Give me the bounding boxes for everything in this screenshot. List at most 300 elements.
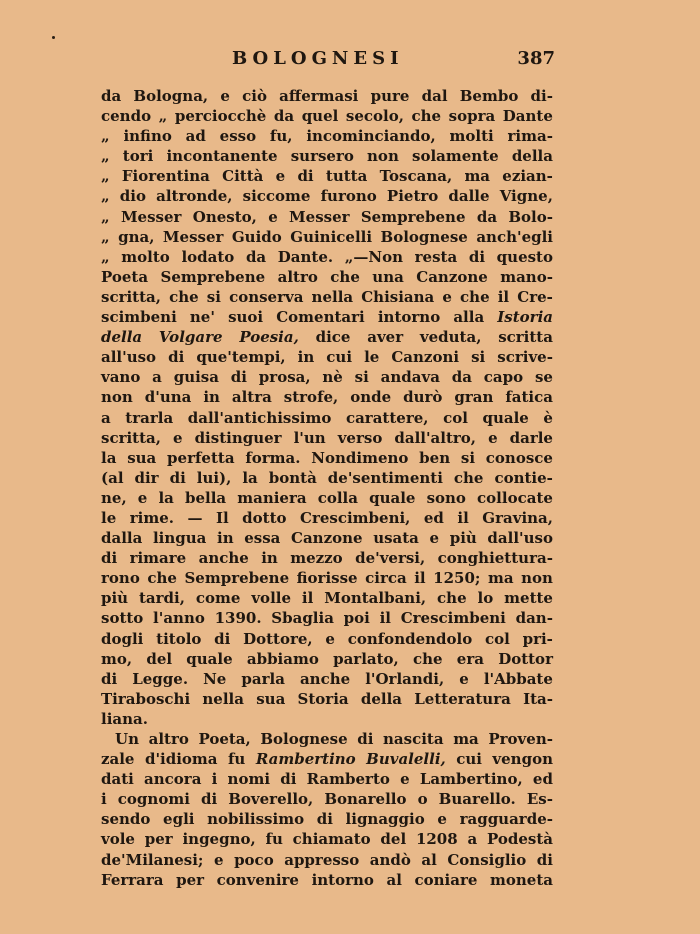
word: andava: [380, 368, 440, 387]
word: egli: [163, 810, 195, 829]
word: della: [101, 328, 143, 347]
word: ciò: [242, 87, 267, 105]
word: e: [488, 428, 498, 447]
word: gran: [454, 388, 494, 407]
word: altro: [148, 730, 189, 748]
word: lui),: [196, 468, 232, 487]
word: Crescimbeni,: [300, 508, 411, 527]
text-line: [101, 548, 553, 568]
text-line: [101, 588, 553, 608]
word: nella: [311, 287, 354, 306]
word: e: [137, 488, 148, 507]
text-line: [101, 287, 553, 307]
word: „: [101, 187, 110, 206]
text-line: [101, 850, 553, 870]
text-line: [101, 689, 553, 709]
word: parlato,: [333, 649, 399, 668]
word: quale: [482, 408, 529, 427]
word: il: [497, 287, 510, 306]
word: 1250;: [433, 569, 481, 588]
word: Bologna,: [133, 87, 209, 105]
text-line: [101, 508, 553, 528]
word: di: [214, 629, 231, 648]
word: dalle: [448, 187, 490, 206]
word: dir: [134, 468, 159, 487]
text-line: [101, 829, 553, 849]
text-line: [101, 247, 553, 267]
page-header: [100, 48, 555, 72]
word: Montalbani,: [324, 589, 427, 608]
word: collocate: [477, 488, 553, 507]
word: contie-: [494, 468, 553, 487]
text-line: [101, 146, 553, 166]
word: intorno: [311, 870, 374, 889]
word: col: [484, 629, 510, 648]
word: e: [429, 529, 440, 548]
word: Toscana,: [379, 167, 453, 186]
word: furono: [320, 187, 377, 206]
word: fu,: [269, 127, 293, 146]
word: altro: [277, 267, 318, 286]
word: come: [195, 589, 241, 608]
word: e: [442, 287, 452, 306]
word: a: [467, 830, 478, 849]
word: secolo,: [345, 107, 404, 126]
word: „: [101, 247, 110, 266]
word: che: [412, 649, 443, 668]
word: è: [543, 408, 553, 427]
word: ezian-: [502, 167, 553, 186]
text-line: [101, 729, 553, 749]
word: fu: [227, 750, 246, 769]
word: intorno: [377, 308, 441, 327]
word: sopra: [448, 107, 496, 126]
word: (al: [101, 468, 124, 487]
word: Poeta: [101, 267, 149, 286]
word: cognomi: [117, 790, 190, 809]
word: durò: [403, 388, 443, 407]
word: Buvalelli,: [366, 750, 446, 769]
text-line: [101, 789, 553, 809]
word: non: [101, 388, 133, 407]
word: le: [364, 348, 380, 367]
word: ne,: [101, 488, 127, 507]
word: mette: [504, 589, 553, 608]
word: distinguer: [194, 428, 282, 447]
word: del: [380, 830, 407, 849]
word: usata: [373, 529, 419, 548]
word: il: [414, 569, 426, 588]
text-line: [101, 387, 553, 407]
word: vengon: [492, 750, 553, 769]
word: quale: [186, 649, 233, 668]
word: altronde,: [156, 187, 233, 206]
text-line: [101, 267, 553, 287]
word: Poesia,: [239, 328, 299, 347]
word: dal: [421, 87, 448, 105]
word: ed: [532, 770, 553, 789]
word: confondendolo: [347, 629, 473, 648]
word: tardi,: [139, 589, 185, 608]
word: di: [101, 549, 118, 568]
word: sono: [426, 488, 466, 507]
word: conosce: [485, 448, 553, 467]
word: che: [147, 569, 177, 588]
word: o: [417, 790, 428, 809]
word: Messer: [120, 207, 182, 226]
word: scritta,: [101, 428, 161, 447]
word: alla: [453, 308, 485, 327]
word: Gravina,: [482, 508, 553, 527]
word: „: [101, 207, 110, 226]
word: Fiorentina: [121, 167, 210, 186]
word: conserva: [229, 287, 304, 306]
word: d'una: [144, 388, 192, 407]
word: si: [354, 368, 369, 387]
word: i: [101, 790, 107, 809]
word: da: [476, 207, 498, 226]
word: di: [536, 850, 553, 869]
text-line: [101, 106, 553, 126]
word: si: [206, 287, 221, 306]
word: l'Abbate: [483, 669, 553, 688]
word: Tiraboschi: [101, 689, 191, 708]
ink-speck: [52, 36, 55, 39]
running-title: BOLOGNESI: [232, 48, 404, 69]
word: essa: [244, 529, 281, 548]
word: che: [330, 267, 360, 286]
word: 1390.: [214, 609, 262, 628]
word: anche: [299, 669, 351, 688]
word: Bolognese: [380, 227, 468, 246]
word: Città: [222, 167, 264, 186]
word: dice: [315, 328, 351, 347]
word: Canzoni: [391, 348, 460, 367]
word: dio: [119, 187, 146, 206]
word: dotto: [242, 508, 287, 527]
word: e: [214, 850, 224, 869]
word: cui: [326, 348, 353, 367]
body-text: [101, 86, 553, 890]
word: di: [200, 790, 218, 809]
word: Dante.: [277, 247, 334, 266]
word: cui: [456, 750, 482, 769]
word: strofe,: [283, 388, 339, 407]
word: in: [297, 348, 315, 367]
word: siccome: [242, 187, 311, 206]
word: que'tempi,: [196, 348, 286, 367]
word: al: [386, 870, 402, 889]
word: sotto: [101, 609, 144, 628]
word: Ramberto: [306, 770, 390, 789]
word: zale: [101, 750, 135, 769]
word: che: [411, 107, 442, 126]
word: mano-: [500, 267, 553, 286]
word: anche: [198, 549, 249, 568]
word: Semprebene: [160, 267, 266, 286]
word: Boverello,: [228, 790, 314, 809]
word: perciocchè: [174, 107, 267, 126]
text-line: [101, 629, 553, 649]
word: tutta: [325, 167, 368, 186]
word: Un: [115, 730, 139, 748]
word: Canzone: [416, 267, 488, 286]
text-line: [101, 870, 553, 890]
word: incominciando,: [306, 127, 436, 146]
word: Nondimeno: [311, 448, 409, 467]
word: la: [242, 468, 258, 487]
word: pri-: [522, 629, 553, 648]
word: prosa,: [258, 368, 311, 387]
text-line: [101, 488, 553, 508]
word: si: [471, 348, 486, 367]
word: circa: [365, 569, 407, 588]
word: Il: [215, 508, 229, 527]
word: dogli: [101, 629, 144, 648]
word: resta: [414, 247, 458, 266]
word: Bolo-: [508, 207, 553, 226]
word: suoi: [228, 308, 264, 327]
word: Storia: [297, 689, 349, 708]
word: fiorisse: [296, 569, 358, 588]
word: lingua: [152, 529, 207, 548]
word: „: [101, 167, 110, 186]
word: sursero: [290, 147, 354, 166]
word: nè: [322, 368, 343, 387]
word: carattere,: [345, 408, 429, 427]
word: quel: [301, 107, 339, 126]
word: di: [316, 810, 333, 829]
word: della: [360, 689, 403, 708]
text-line: [101, 166, 553, 186]
word: in: [261, 549, 278, 568]
word: „: [101, 147, 110, 166]
text-line: [101, 428, 553, 448]
word: più: [101, 589, 129, 608]
word: aver: [367, 328, 404, 347]
word: in: [203, 388, 220, 407]
word: molti: [449, 127, 494, 146]
text-line: [101, 608, 553, 628]
word: rimare: [129, 549, 187, 568]
word: a: [101, 408, 111, 427]
word: scritta: [498, 328, 553, 347]
word: Comentari: [276, 308, 365, 327]
text-line: [101, 367, 553, 387]
word: darle: [509, 428, 553, 447]
word: Bembo: [459, 87, 519, 105]
word: Pietro: [386, 187, 439, 206]
word: maniera: [237, 488, 307, 507]
word: guisa: [173, 368, 219, 387]
word: capo: [483, 368, 524, 387]
word: il: [457, 508, 469, 527]
word: al: [421, 850, 437, 869]
word: veduta,: [419, 328, 482, 347]
word: nomi: [227, 770, 271, 789]
word: —: [187, 508, 203, 527]
word: da: [101, 87, 122, 105]
word: solamente: [412, 147, 499, 166]
text-line: [101, 809, 553, 829]
text-line: [101, 186, 553, 206]
word: dall'altro,: [394, 428, 477, 447]
word: onde: [350, 388, 392, 407]
word: in: [217, 529, 234, 548]
word: tori: [122, 147, 154, 166]
word: l'anno: [153, 609, 205, 628]
word: Bonarello: [324, 790, 407, 809]
word: di: [101, 669, 118, 688]
word: Messer: [162, 227, 224, 246]
word: l'un: [293, 428, 326, 447]
word: e: [437, 810, 447, 829]
word: non: [367, 147, 399, 166]
word: colla: [317, 488, 358, 507]
word: lo: [477, 589, 494, 608]
word: vano: [101, 368, 141, 387]
text-line: [101, 649, 553, 669]
word: parla: [241, 669, 285, 688]
word: conghiettura-: [437, 549, 553, 568]
word: Guido: [231, 227, 282, 246]
word: Semprebene: [360, 207, 466, 226]
word: ma: [464, 167, 491, 186]
word: che: [169, 287, 199, 306]
word: de'versi,: [355, 549, 426, 568]
word: da: [451, 368, 472, 387]
word: bella: [184, 488, 227, 507]
word: Onesto,: [192, 207, 257, 226]
word: da: [273, 107, 295, 126]
word: ancora: [144, 770, 202, 789]
text-line: [101, 709, 553, 729]
word: Podestà: [486, 830, 553, 849]
word: Es-: [526, 790, 553, 809]
word: Letteratura: [414, 689, 511, 708]
word: questo: [496, 247, 553, 266]
word: dall'uso: [487, 529, 553, 548]
word: sua: [256, 689, 286, 708]
word: il: [379, 609, 391, 628]
word: pure: [370, 87, 410, 105]
word: Chisiana: [361, 287, 435, 306]
word: perfetta: [167, 448, 235, 467]
word: bontà: [268, 468, 317, 487]
word: di: [169, 468, 186, 487]
word: convenire: [216, 870, 299, 889]
word: di: [297, 167, 314, 186]
word: ma: [453, 730, 479, 748]
word: ma: [487, 569, 514, 588]
text-line: [101, 448, 553, 468]
word: nascita: [383, 730, 444, 748]
word: sua: [127, 448, 157, 467]
word: anch'egli: [476, 227, 553, 246]
word: Sbaglia: [271, 609, 334, 628]
word: Cre-: [517, 287, 553, 306]
word: Dottor: [498, 649, 553, 668]
word: di: [280, 770, 297, 789]
word: e: [325, 629, 335, 648]
text-line: [101, 749, 553, 769]
word: moneta: [490, 870, 553, 889]
word: Ne: [203, 669, 227, 688]
word: per: [176, 870, 205, 889]
word: Rambertino: [255, 750, 356, 769]
word: che: [453, 468, 484, 487]
word: scritta,: [101, 287, 161, 306]
word: andò: [369, 850, 411, 869]
word: Proven-: [488, 730, 553, 748]
word: chiamato: [292, 830, 371, 849]
word: il: [301, 589, 314, 608]
word: incontanente: [166, 147, 278, 166]
word: Bolognese: [260, 730, 348, 748]
word: volle: [251, 589, 292, 608]
text-line: [101, 227, 553, 247]
word: la: [158, 488, 174, 507]
word: forma.: [245, 448, 301, 467]
word: dalla: [101, 529, 143, 548]
word: infino: [123, 127, 172, 146]
word: appresso: [284, 850, 360, 869]
word: titolo: [156, 629, 202, 648]
word: non: [521, 569, 553, 588]
word: de'sentimenti: [327, 468, 443, 487]
word: Vigne,: [499, 187, 553, 206]
word: nobilissimo: [207, 810, 305, 829]
word: mo,: [101, 649, 133, 668]
word: ed: [423, 508, 444, 527]
word: rono: [101, 569, 140, 588]
word: ragguarde-: [459, 810, 553, 829]
text-line: [101, 307, 553, 327]
text-line: [101, 126, 553, 146]
word: „: [101, 227, 110, 246]
page-number: 387: [517, 48, 555, 69]
word: e: [400, 770, 410, 789]
word: da: [245, 247, 267, 266]
text-line: [101, 347, 553, 367]
text-line: [101, 468, 553, 488]
word: Messer: [289, 207, 350, 226]
word: poi: [343, 609, 370, 628]
word: lignaggio: [345, 810, 425, 829]
word: ne': [189, 308, 215, 327]
word: Volgare: [158, 328, 223, 347]
word: della: [511, 147, 553, 166]
word: Ferrara: [101, 870, 164, 889]
word: dati: [101, 770, 134, 789]
word: Istoria: [497, 308, 553, 327]
word: di: [468, 247, 486, 266]
text-line: [101, 669, 553, 689]
word: liana.: [101, 709, 148, 728]
word: all'uso: [101, 348, 157, 367]
word: ingegno,: [182, 830, 256, 849]
word: 1208: [415, 830, 458, 849]
word: Semprebene: [184, 569, 290, 588]
word: e: [220, 87, 230, 105]
word: Poeta,: [198, 730, 251, 748]
text-line: [101, 327, 553, 347]
word: le: [101, 508, 117, 527]
word: scrive-: [497, 348, 553, 367]
word: de'Milanesi;: [101, 850, 204, 869]
word: quale: [369, 488, 416, 507]
word: d'idioma: [144, 750, 218, 769]
